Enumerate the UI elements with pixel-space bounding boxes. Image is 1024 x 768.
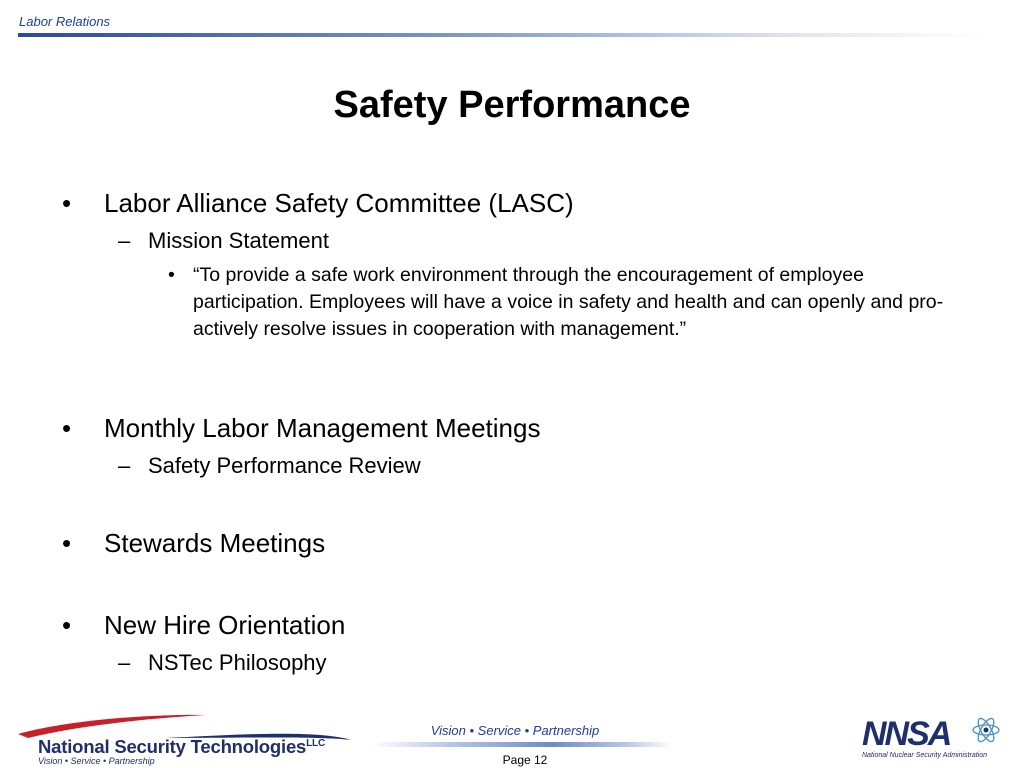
subbullet-text: Safety Performance Review xyxy=(148,453,421,478)
header-section-label: Labor Relations xyxy=(19,14,111,29)
bullet-marker: • xyxy=(62,610,72,640)
dash-marker: – xyxy=(118,453,131,478)
bullet-text: Stewards Meetings xyxy=(104,528,326,558)
nstec-company-name: National Security Technologies$^{LLC}$ xyxy=(38,736,325,757)
bullet-marker: • xyxy=(62,188,72,218)
mission-quote-text: “To provide a safe work environment through the encouragement of employee participation. Employees will have a voice in safety and health and can openly and pro-actively resolve issues in cooperation with management.” xyxy=(193,264,944,340)
bullet-marker: • xyxy=(62,413,72,443)
nstec-logo-tagline: Vision • Service • Partnership xyxy=(38,756,155,766)
dash-marker: – xyxy=(118,228,131,253)
subbullet-text: Mission Statement xyxy=(148,228,329,253)
nnsa-logo xyxy=(860,712,1005,762)
bullet-text: Monthly Labor Management Meetings xyxy=(104,413,541,443)
bullet-lasc xyxy=(62,188,574,219)
mission-quote xyxy=(168,262,948,343)
header-rule xyxy=(18,33,988,37)
subbullet-mission-statement xyxy=(118,228,329,254)
subbullet-safety-review xyxy=(118,453,421,479)
bullet-new-hire-orientation xyxy=(62,610,345,641)
nnsa-atom-icon xyxy=(860,712,1005,752)
footer-tagline: Vision • Service • Partnership xyxy=(430,723,600,738)
nstec-llc-suffix: LLC xyxy=(306,737,325,749)
bullet-monthly-meetings xyxy=(62,413,540,444)
nstec-logo xyxy=(16,712,356,766)
subbullet-text: NSTec Philosophy xyxy=(148,650,327,675)
subbullet-nstec-philosophy xyxy=(118,650,327,676)
bullet-text: New Hire Orientation xyxy=(104,610,346,640)
bullet-stewards-meetings xyxy=(62,528,325,559)
nnsa-full-name: National Nuclear Security Administration xyxy=(862,752,988,759)
dash-marker: – xyxy=(118,650,131,675)
footer-rule xyxy=(372,742,672,747)
nnsa-logo-letters: NNSA xyxy=(862,715,951,752)
bullet-marker: • xyxy=(168,264,175,286)
page-number: Page 12 xyxy=(502,753,548,767)
bullet-marker: • xyxy=(62,528,72,558)
slide-title: Safety Performance xyxy=(333,84,691,126)
bullet-text: Labor Alliance Safety Committee (LASC) xyxy=(104,188,574,218)
